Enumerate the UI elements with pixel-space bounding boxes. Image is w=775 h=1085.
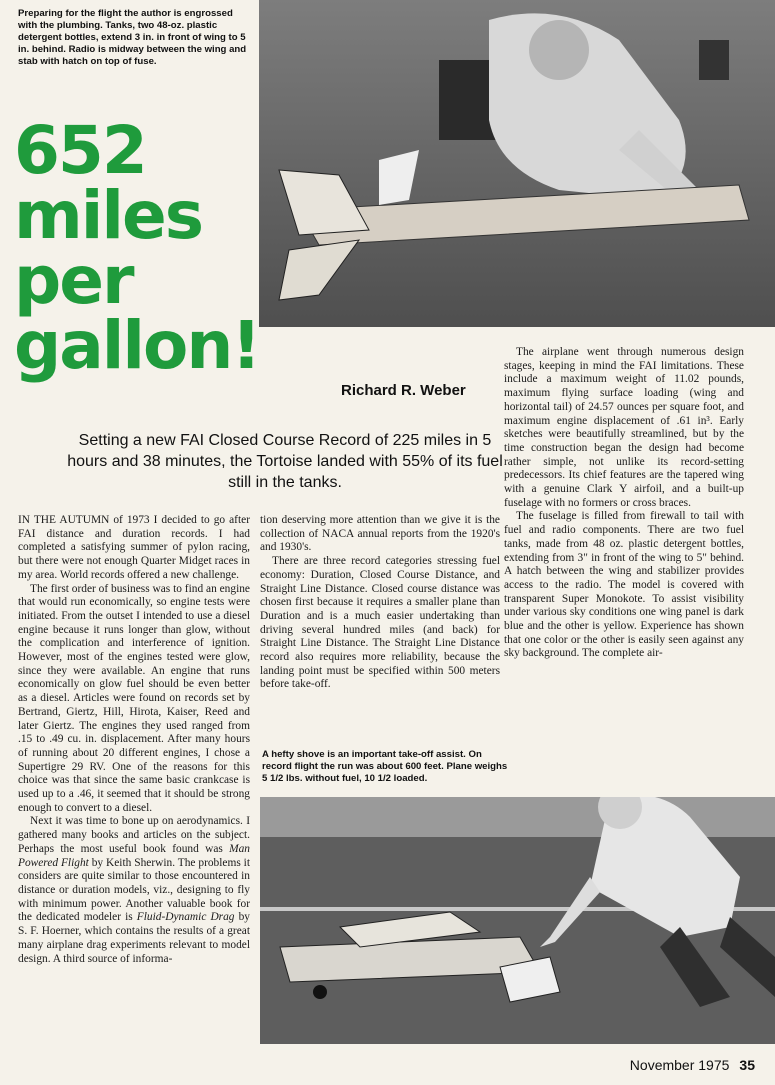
text-run: Next it was time to bone up on aerodynamics. I gathered many books and articles on the subject. Perhaps the most useful book found was [18, 815, 250, 855]
paragraph: IN THE AUTUMN of 1973 I decided to go after FAI distance and duration records. I had completed a satisfying summer of pylon racing, but there were not enough Quarter Midget races in my area. World records offered a new challenge. [18, 514, 250, 581]
photo-takeoff-shove [260, 797, 775, 1044]
caption-bottom-photo: A hefty shove is an important take-off assist. On record flight the run was about 600 feet. Plane weighs 5 1/2 lbs. without fuel, 10 1/2 loaded. [262, 749, 508, 784]
book-title: Man Powered Flight [18, 842, 250, 869]
paragraph: There are three record categories stressing fuel economy: Duration, Closed Course Distance, and Straight Line Distance. Closed course distance was chosen first because it requires a smaller plane than Duration and is a much easier undertaking than driving several hundred miles (and back) for Straight Line Distance. The Straight Line Distance record also requires more reliability, because the landing point must be specified within 500 meters before take-off. [260, 555, 500, 691]
paragraph [18, 815, 250, 966]
column-3 [504, 346, 744, 661]
text-run: by S. F. Hoerner, which contains the results of a great many airplane drag experiments relevant to model design. A third source of informa- [18, 911, 250, 965]
headline-line-4: gallon! [14, 307, 260, 384]
text-run: by Keith Sherwin. The problems it considers are quite similar to those encountered in distance or duration models, viz., designing to fly with minimum power. Another valuable book for the dedicated modeler is [18, 856, 250, 924]
headline-line-3: per [14, 242, 133, 319]
page-number: 35 [739, 1057, 755, 1073]
issue-date: November 1975 [629, 1057, 730, 1073]
caption-top-photo: Preparing for the flight the author is engrossed with the plumbing. Tanks, two 48-oz. plastic detergent bottles, extend 3 in. in front of wing to 5 in. behind. Radio is midway between the wing and stab with hatch on top of fuse. [18, 8, 247, 67]
book-title: Fluid-Dynamic Drag [136, 911, 235, 924]
page-footer [630, 1057, 755, 1073]
paragraph: The first order of business was to find an engine that would run economically, so engine tests were initiated. From the outset I intended to use a diesel engine because it runs longer than glow, without the complication and interference of ignition. However, most of the engines tested were glow, since they were available. An engine that runs economically on glow fuel should be even better as a diesel. Articles were found on records set by Bertrand, Giertz, Hill, Hirota, Kaiser, Reed and later Giertz. The engines they used ranged from .15 to .49 cu. in. displacement. After many hours of running about 20 different engines, I chose a Supertigre 29 RV. One of the reasons for this choice was that since the same basic crankcase is used up to a .46, it seemed that it should be strong enough to convert to a diesel. [18, 582, 250, 814]
paragraph: The fuselage is filled from firewall to tail with fuel and radio components. There are two fuel tanks, made from 48 oz. plastic detergent bottles, extending from 3" in front of the wing to 5" behind. A hatch between the wing and stabilizer provides access to the radio. The model is covered with transparent Super Monokote. To assist visibility under various sky conditions one wing panel is dark blue and the other is yellow. Experience has shown that one color or the other is easily seen against any sky background. The complete air- [504, 510, 744, 660]
deck: Setting a new FAI Closed Course Record of 225 miles in 5 hours and 38 minutes, the Tortoise landed with 55% of its fuel still in the tanks. [67, 432, 503, 491]
headline-line-2: miles [14, 177, 203, 254]
byline: Richard R. Weber [341, 382, 466, 399]
column-1 [18, 514, 250, 966]
headline [14, 112, 354, 384]
headline-line-1: 652 [14, 112, 146, 189]
paragraph: The airplane went through numerous design stages, keeping in mind the FAI limitations. These include a maximum weight of 11.02 pounds, maximum flying surface loading (wing and horizontal tail) of 24.57 ounces per square foot, and maximum engine displacement of .61 in³. Early sketches were beautifully streamlined, but by the time construction began the design had become rather simple, not unlike its record-setting predecessors. Its chief features are the tapered wing with a genuine Clark Y airfoil, and a built-up fuselage with no formers or cross braces. [504, 346, 744, 509]
column-2 [260, 514, 500, 692]
paragraph: tion deserving more attention than we give it is the collection of NACA annual reports from the 1920's and 1930's. [260, 514, 500, 554]
